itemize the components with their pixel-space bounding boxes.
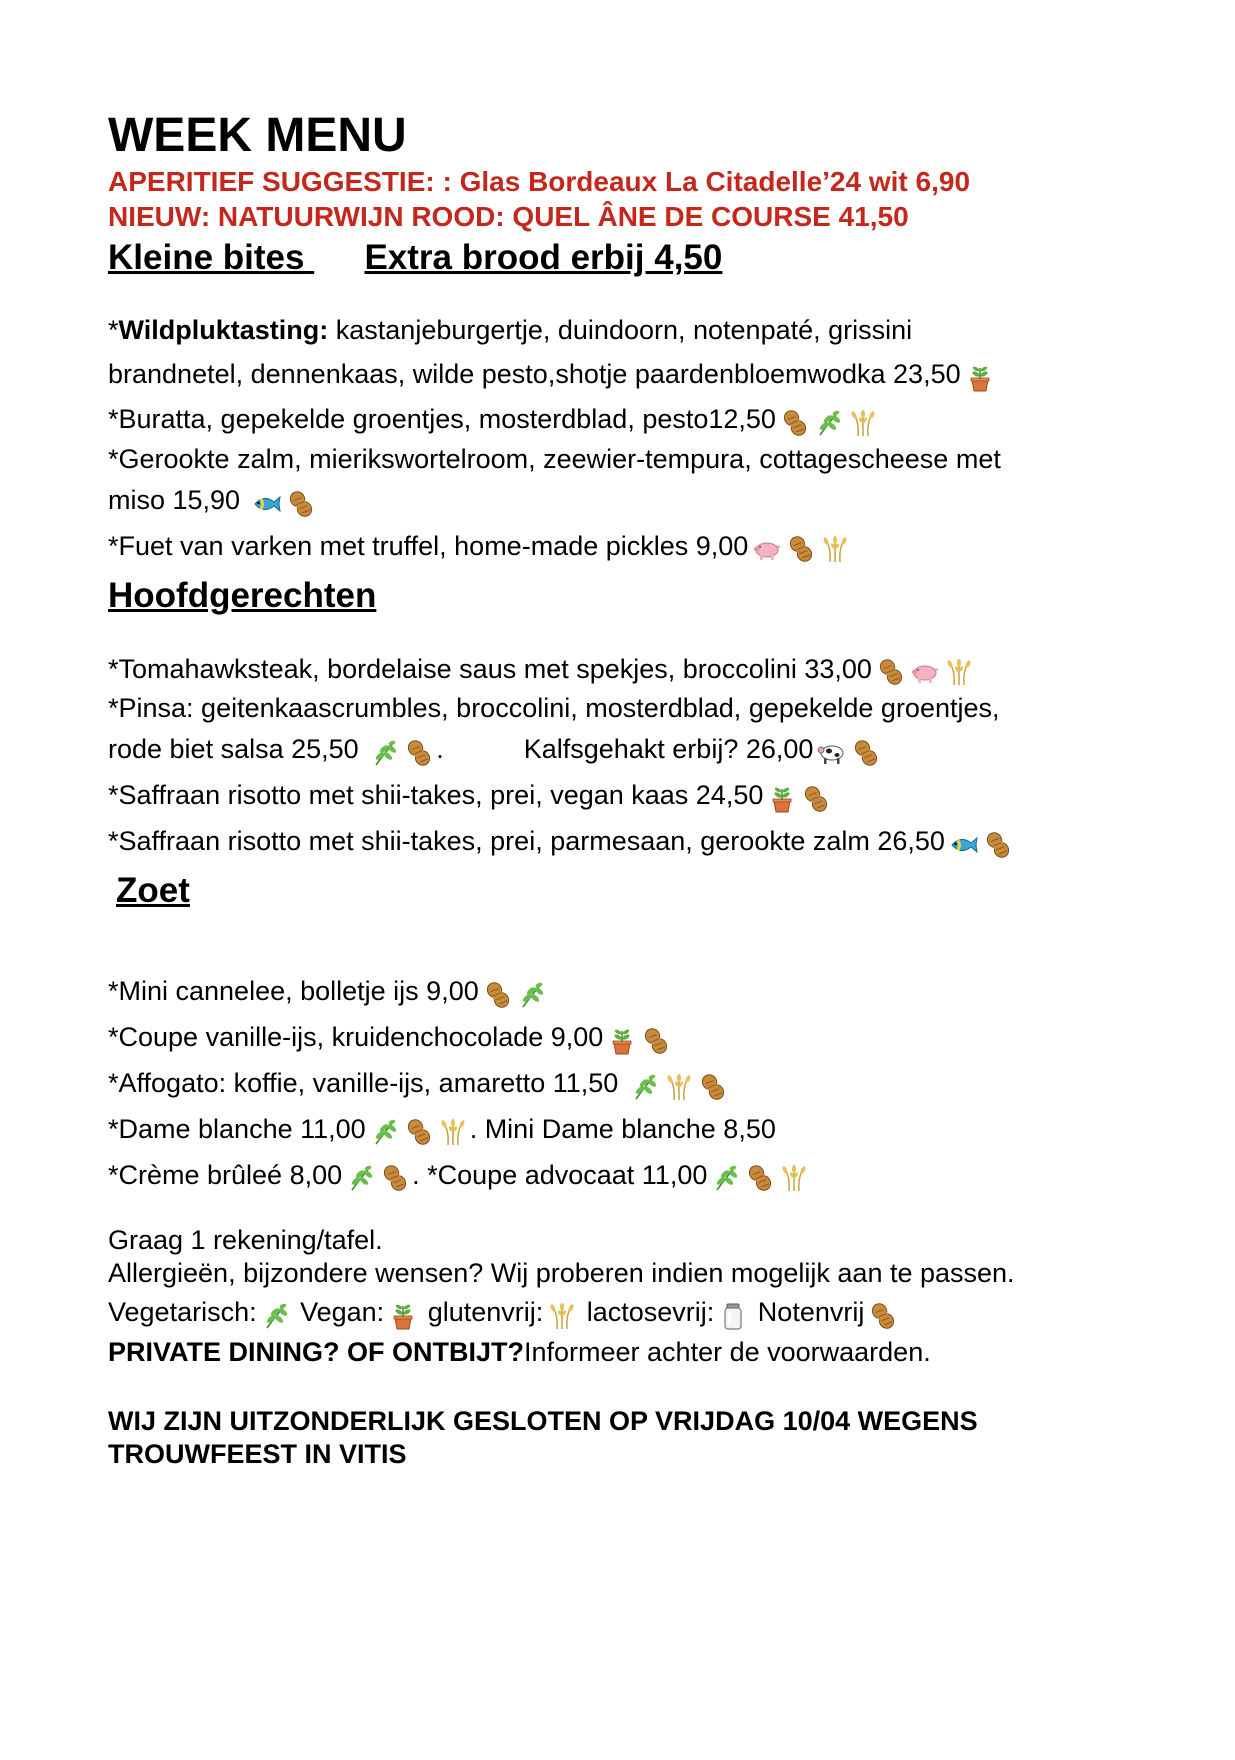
new-wine-notice: NIEUW: NATUURWIJN ROOD: QUEL ÂNE DE COURSE 41,50 [108, 201, 909, 232]
nut-icon [868, 1301, 898, 1331]
menu-item: *Coupe vanille-ijs, kruidenchocolade 9,00 [108, 1015, 1128, 1061]
section-zoet: Zoet [116, 871, 190, 910]
nut-icon [641, 1026, 671, 1056]
menu-item: *Dame blanche 11,00 . Mini Dame blanche 8,50 [108, 1107, 1128, 1153]
vegetarian-icon [711, 1163, 741, 1193]
vegetarian-icon [370, 1117, 400, 1147]
nut-icon [745, 1163, 775, 1193]
hoofdgerechten-list [108, 650, 1128, 866]
icon-legend: Vegetarisch: Vegan: glutenvrij: lactosevrij: Notenvrij [108, 1290, 1128, 1336]
nut-icon [380, 1163, 410, 1193]
gluten-free-icon [664, 1072, 694, 1102]
menu-item: *Buratta, gepekelde groentjes, mosterdblad, pesto12,50 [108, 400, 1128, 440]
vegetarian-icon [517, 980, 547, 1010]
nut-icon [786, 534, 816, 564]
menu-item: *Tomahawksteak, bordelaise saus met spekjes, broccolini 33,00 [108, 650, 1128, 690]
gluten-free-icon [944, 657, 974, 687]
zoet-list [108, 969, 1128, 1198]
section-hoofdgerechten: Hoofdgerechten [108, 575, 377, 615]
jar-icon [718, 1301, 748, 1331]
vegetarian-icon [630, 1072, 660, 1102]
menu-item: *Mini cannelee, bolletje ijs 9,00 [108, 969, 1128, 1015]
menu-page [108, 108, 1128, 1471]
menu-item: *Affogato: koffie, vanille-ijs, amaretto 11,50 [108, 1061, 1128, 1107]
menu-item-cont: miso 15,90 [108, 478, 1128, 524]
vegetarian-icon [370, 738, 400, 768]
vegan-icon [767, 784, 797, 814]
nut-icon [404, 1117, 434, 1147]
veal-addon: Kalfsgehakt erbij? 26,00 [523, 734, 814, 765]
menu-item-cont: rode biet salsa 25,50 . Kalfsgehakt erbij? 26,00 [108, 727, 1128, 773]
vegan-icon [965, 363, 995, 393]
nut-icon [286, 489, 316, 519]
menu-item: *Crème brûleé 8,00 . *Coupe advocaat 11,00 [108, 1153, 1128, 1199]
gluten-free-icon [779, 1163, 809, 1193]
nut-icon [698, 1072, 728, 1102]
nut-icon [876, 657, 906, 687]
nut-icon [483, 980, 513, 1010]
footer [108, 1224, 1128, 1471]
gluten-free-icon [438, 1117, 468, 1147]
fish-icon [252, 489, 282, 519]
vegetarian-icon [346, 1163, 376, 1193]
gluten-free-icon [848, 408, 878, 438]
cow-icon [817, 738, 847, 768]
pig-icon [752, 534, 782, 564]
nut-icon [404, 738, 434, 768]
vegetarian-icon [814, 408, 844, 438]
nut-icon [851, 738, 881, 768]
kleine-bites-list [108, 308, 1128, 570]
menu-item: *Gerookte zalm, mierikswortelroom, zeewier-tempura, cottagescheese met [108, 443, 1001, 474]
menu-item: *Wildpluktasting: kastanjeburgertje, duindoorn, notenpaté, grissini [108, 315, 913, 345]
menu-item: *Pinsa: geitenkaascrumbles, broccolini, mosterdblad, gepekelde groentjes, [108, 693, 1000, 724]
page-title: WEEK MENU [108, 109, 407, 162]
menu-item: *Fuet van varken met truffel, home-made pickles 9,00 [108, 524, 1128, 570]
menu-item: *Saffraan risotto met shii-takes, prei, vegan kaas 24,50 [108, 773, 1128, 819]
allergy-note: Allergieën, bijzondere wensen? Wij proberen indien mogelijk aan te passen. [108, 1258, 1015, 1289]
menu-item: *Saffraan risotto met shii-takes, prei, parmesaan, gerookte zalm 26,50 [108, 819, 1128, 865]
vegetarian-icon [261, 1301, 291, 1331]
closure-notice-cont: TROUWFEEST IN VITIS [108, 1439, 407, 1470]
fish-icon [949, 830, 979, 860]
closure-notice: WIJ ZIJN UITZONDERLIJK GESLOTEN OP VRIJDAG 10/04 WEGENS [108, 1406, 978, 1437]
aperitief-suggestion: APERITIEF SUGGESTIE: : Glas Bordeaux La Citadelle’24 wit 6,90 [108, 166, 971, 197]
nut-icon [780, 408, 810, 438]
section-kleine-bites [108, 236, 1128, 280]
gluten-free-icon [547, 1301, 577, 1331]
gluten-free-icon [820, 534, 850, 564]
section-heading: Kleine bites [108, 238, 305, 277]
extra-bread-note: Extra brood erbij 4,50 [364, 238, 723, 277]
pig-icon [910, 657, 940, 687]
nut-icon [801, 784, 831, 814]
menu-item-cont: brandnetel, dennenkaas, wilde pesto,shotje paardenbloemwodka 23,50 [108, 352, 1128, 398]
vegan-icon [607, 1026, 637, 1056]
private-dining-note: PRIVATE DINING? OF ONTBIJT?Informeer achter de voorwaarden. [108, 1337, 931, 1368]
billing-note: Graag 1 rekening/tafel. [108, 1225, 383, 1256]
vegan-icon [388, 1301, 418, 1331]
nut-icon [983, 830, 1013, 860]
